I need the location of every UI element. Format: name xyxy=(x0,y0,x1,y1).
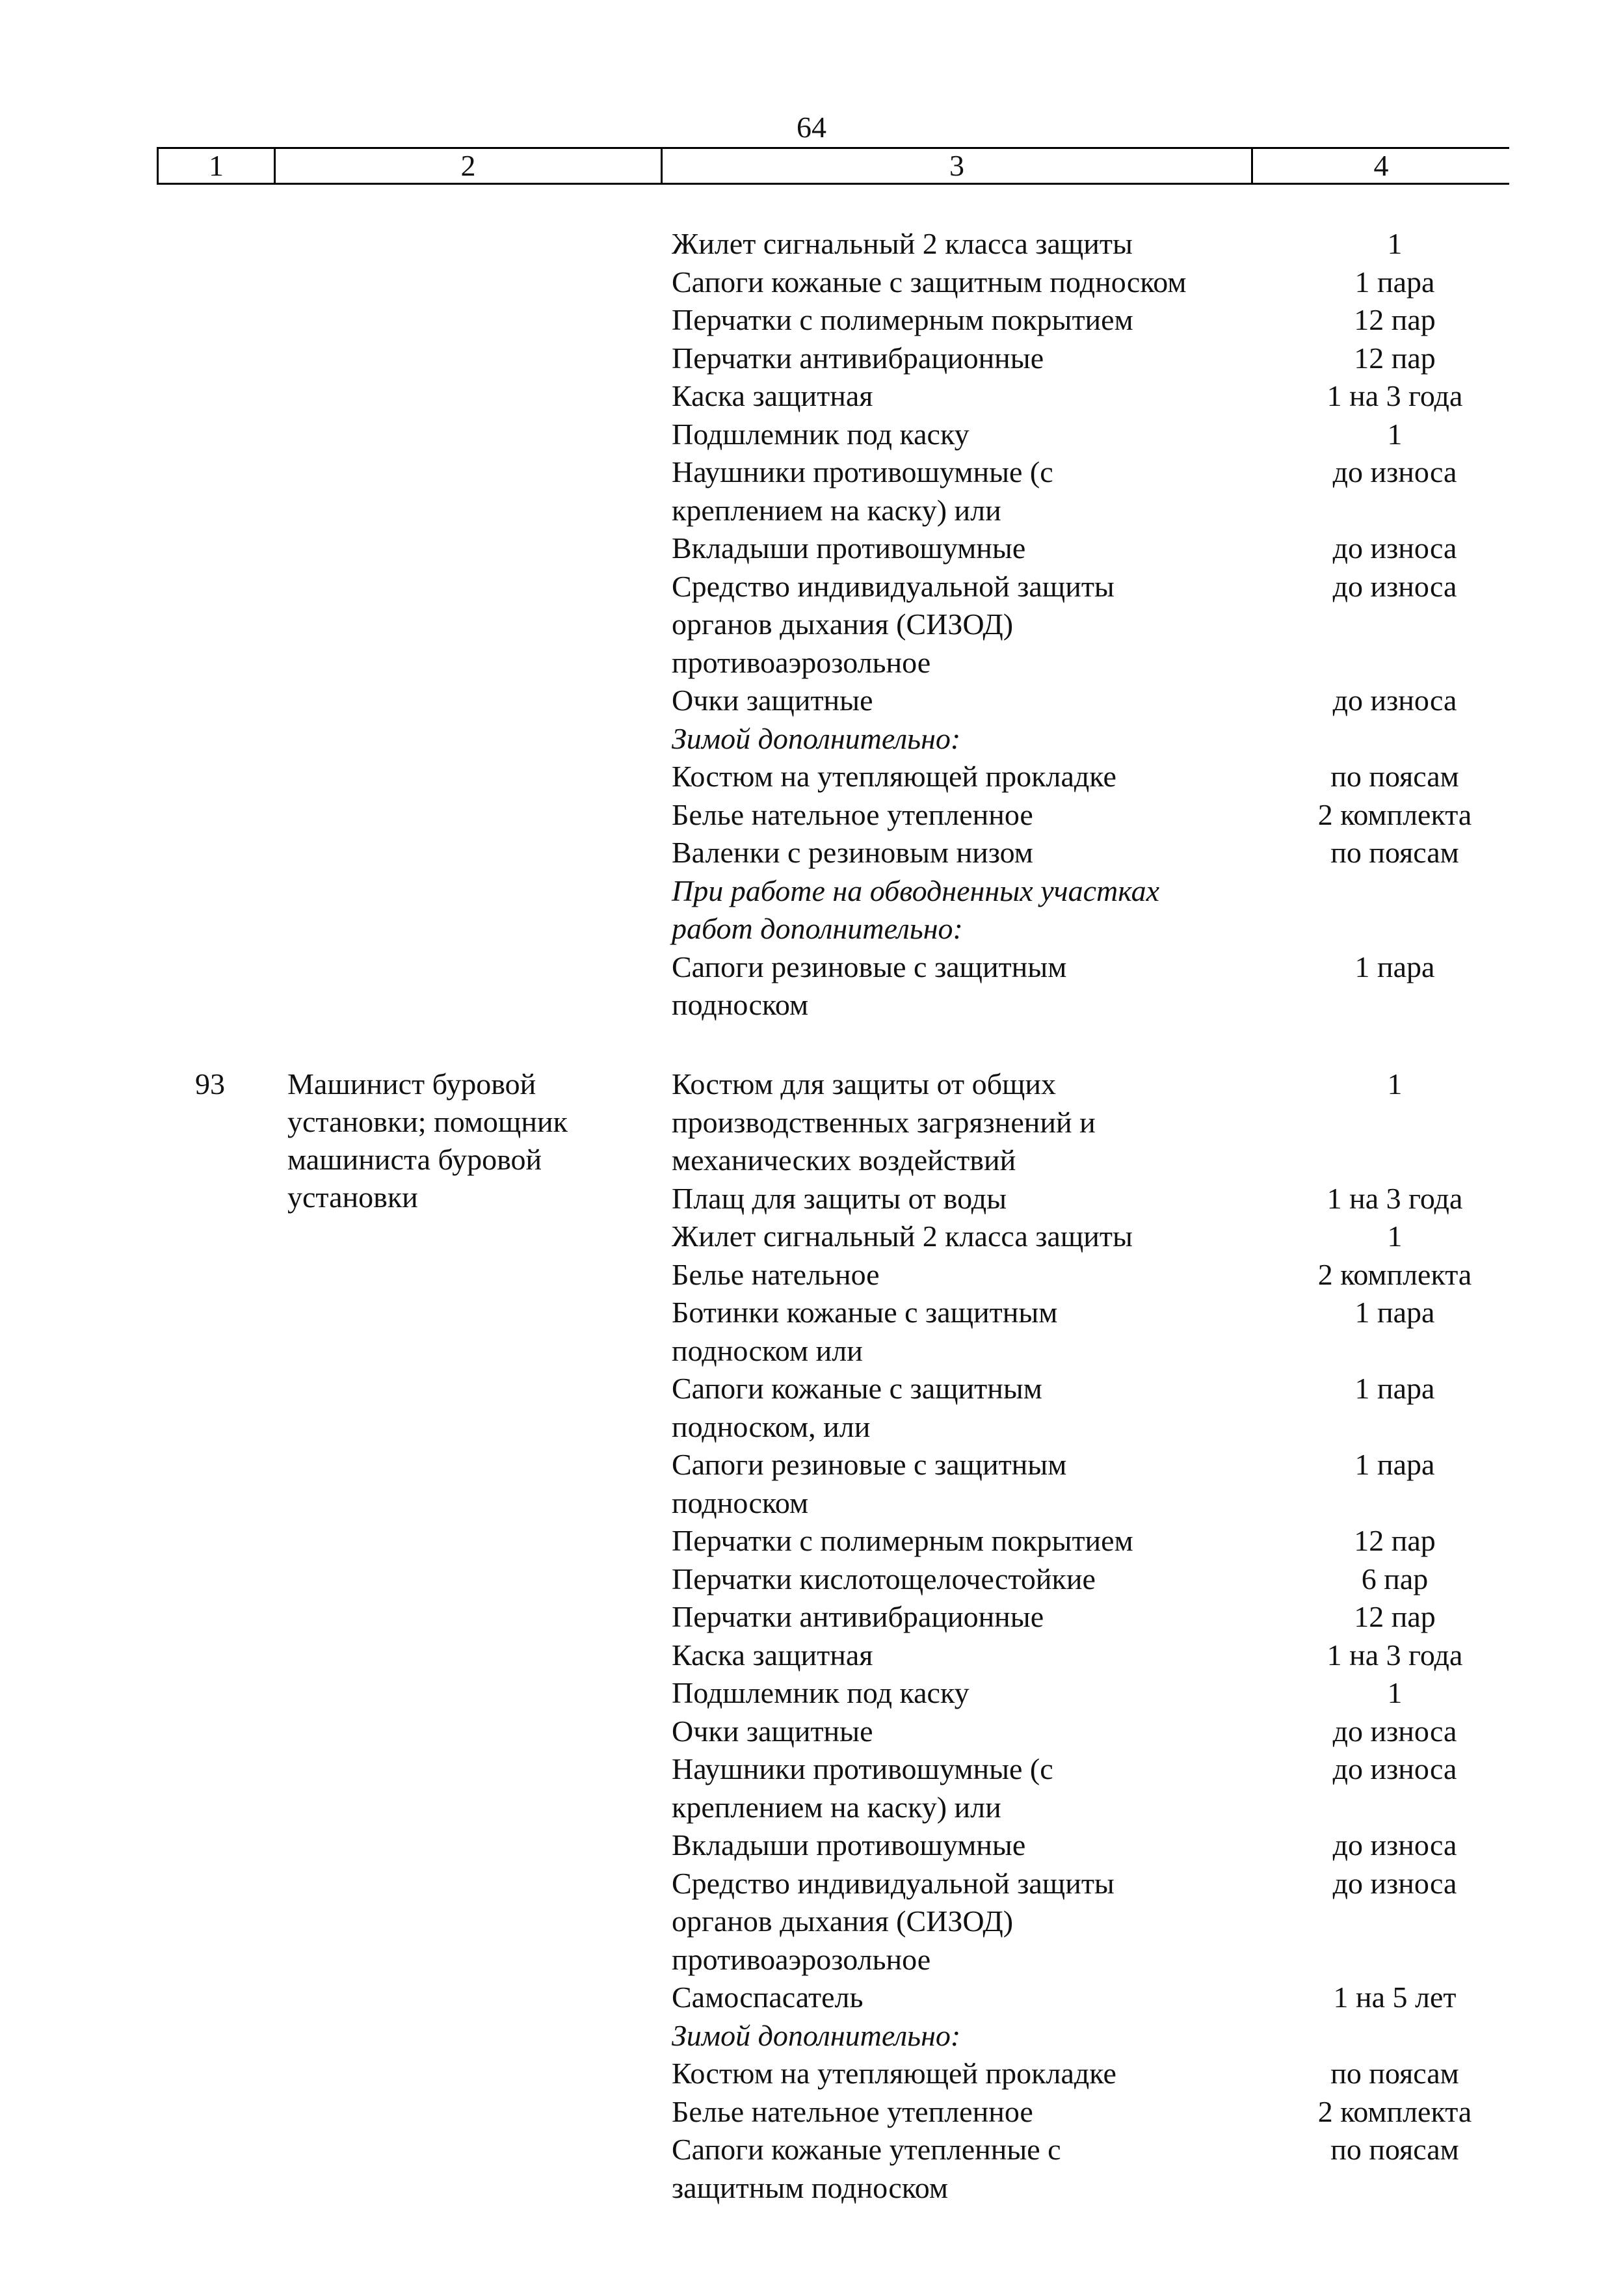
ppe-item-name-line: Сапоги кожаные с защитным xyxy=(672,1372,1042,1405)
ppe-item-name xyxy=(672,1294,1276,1370)
ppe-item-name xyxy=(672,1180,1276,1218)
ppe-item-name-line: противоаэрозольное xyxy=(672,645,931,679)
ppe-item-name xyxy=(672,1636,1276,1675)
ppe-item-name-line: креплением на каску) или xyxy=(672,493,1001,527)
ppe-item-name-line: органов дыхания (СИЗОД) xyxy=(672,607,1014,641)
ppe-item-name-line: подноском xyxy=(672,1486,809,1519)
ppe-item-name xyxy=(672,301,1276,340)
ppe-item-name-line: Сапоги кожаные утепленные с xyxy=(672,2133,1061,2166)
ppe-item-name-line: Белье нательное утепленное xyxy=(672,2094,1033,2128)
ppe-item-name-line: Средство индивидуальной защиты xyxy=(672,1866,1115,1900)
ppe-item-quantity: 1 xyxy=(1387,1067,1403,1101)
ppe-item-name-line: Наушники противошумные (с xyxy=(672,1752,1053,1785)
column-header-4: 4 xyxy=(1373,149,1389,182)
ppe-item-name xyxy=(672,1865,1276,1979)
ppe-item-name-line: Подшлемник под каску xyxy=(672,1676,970,1709)
ppe-item-name xyxy=(672,453,1276,529)
ppe-item-name-line: Перчатки антивибрационные xyxy=(672,341,1044,375)
section-note xyxy=(672,2017,1276,2055)
ppe-item-name xyxy=(672,1218,1276,1256)
ppe-item-name-line: Жилет сигнальный 2 класса защиты xyxy=(672,227,1133,260)
ppe-item-name-line: механических воздействий xyxy=(672,1143,1016,1177)
ppe-item-quantity: до износа xyxy=(1332,684,1457,717)
ppe-item-quantity: 12 пар xyxy=(1354,341,1436,375)
ppe-item-quantity: по поясам xyxy=(1330,760,1459,793)
ppe-item-quantity: 1 xyxy=(1387,417,1403,451)
ppe-item-name-line: Белье нательное утепленное xyxy=(672,797,1033,831)
ppe-item-name xyxy=(672,1370,1276,1446)
ppe-item-name xyxy=(672,682,1276,720)
ppe-item-quantity: до износа xyxy=(1332,1828,1457,1862)
ppe-item-name xyxy=(672,1560,1276,1599)
ppe-item-name xyxy=(672,796,1276,834)
ppe-item-name-line: противоаэрозольное xyxy=(672,1942,931,1976)
ppe-item-name-line: Белье нательное xyxy=(672,1257,880,1291)
ppe-item-name xyxy=(672,1522,1276,1560)
ppe-item-name-line: Плащ для защиты от воды xyxy=(672,1181,1007,1215)
ppe-item-quantity: 1 пара xyxy=(1354,950,1435,983)
ppe-item-name-line: Перчатки антивибрационные xyxy=(672,1600,1044,1633)
row-number: 93 xyxy=(195,1067,225,1101)
ppe-item-name xyxy=(672,1713,1276,1751)
ppe-item-name-line: Каска защитная xyxy=(672,379,873,412)
ppe-item-quantity: 1 на 3 года xyxy=(1326,1181,1463,1215)
ppe-item-quantity: 1 xyxy=(1387,1220,1403,1253)
ppe-item-name-line: Валенки с резиновым низом xyxy=(672,836,1033,869)
ppe-item-quantity: до износа xyxy=(1332,1714,1457,1748)
ppe-item-name-line: Перчатки кислотощелочестойкие xyxy=(672,1562,1096,1595)
ppe-item-quantity: 2 комплекта xyxy=(1317,797,1472,831)
ppe-item-quantity: до износа xyxy=(1332,569,1457,603)
ppe-item-quantity: 1 xyxy=(1387,227,1403,260)
profession-name xyxy=(287,1065,626,1216)
ppe-item-name-line: подноском, или xyxy=(672,1409,871,1443)
ppe-item-name xyxy=(672,1446,1276,1522)
ppe-item-quantity: 12 пар xyxy=(1354,1524,1436,1557)
ppe-item-name-line: Ботинки кожаные с защитным xyxy=(672,1296,1058,1329)
ppe-item-quantity: по поясам xyxy=(1330,836,1459,869)
ppe-item-name xyxy=(672,377,1276,416)
ppe-item-name-line: Жилет сигнальный 2 класса защиты xyxy=(672,1220,1133,1253)
ppe-item-quantity: 1 xyxy=(1387,1676,1403,1709)
ppe-item-name-line: Средство индивидуальной защиты xyxy=(672,569,1115,603)
ppe-item-name-line: Перчатки с полимерным покрытием xyxy=(672,1524,1133,1557)
ppe-item-name xyxy=(672,225,1276,263)
ppe-item-quantity: 1 пара xyxy=(1354,265,1435,299)
ppe-item-name-line: производственных загрязнений и xyxy=(672,1105,1096,1139)
ppe-item-name-line: органов дыхания (СИЗОД) xyxy=(672,1904,1014,1938)
ppe-item-name-line: Очки защитные xyxy=(672,684,873,717)
ppe-item-name-line: Вкладыши противошумные xyxy=(672,531,1026,565)
ppe-item-quantity: по поясам xyxy=(1330,2057,1459,2090)
ppe-item-name-line: Костюм для защиты от общих xyxy=(672,1067,1057,1101)
ppe-item-quantity: до износа xyxy=(1332,531,1457,565)
ppe-item-name-line: Костюм на утепляющей прокладке xyxy=(672,2057,1116,2090)
ppe-item-quantity: 1 на 3 года xyxy=(1326,1638,1463,1672)
column-header-3: 3 xyxy=(663,149,1253,183)
column-header-2: 2 xyxy=(276,149,663,183)
ppe-item-name xyxy=(672,416,1276,454)
ppe-item-name-line: Подшлемник под каску xyxy=(672,417,970,451)
profession-line: установки; помощник xyxy=(287,1105,568,1138)
ppe-item-name-line: Очки защитные xyxy=(672,1714,873,1748)
ppe-item-quantity: 1 на 3 года xyxy=(1326,379,1463,412)
profession-line: Машинист буровой xyxy=(287,1067,536,1101)
ppe-item-name xyxy=(672,834,1276,872)
ppe-item-name-line: работ дополнительно: xyxy=(672,912,963,945)
ppe-item-name xyxy=(672,340,1276,378)
ppe-item-quantity: 6 пар xyxy=(1361,1562,1429,1595)
ppe-item-name xyxy=(672,1979,1276,2017)
ppe-item-quantity: 2 комплекта xyxy=(1317,1257,1472,1291)
ppe-item-name xyxy=(672,948,1276,1024)
ppe-item-name xyxy=(672,1065,1276,1180)
ppe-item-name-line: подноском xyxy=(672,988,809,1021)
ppe-item-quantity: до износа xyxy=(1332,1866,1457,1900)
ppe-item-quantity: до износа xyxy=(1332,455,1457,488)
ppe-item-name xyxy=(672,2131,1276,2207)
page-number: 64 xyxy=(797,111,826,144)
ppe-item-name xyxy=(672,1750,1276,1826)
ppe-item-name-line: Зимой дополнительно: xyxy=(672,2018,961,2052)
ppe-item-quantity: 12 пар xyxy=(1354,303,1436,336)
ppe-item-name-line: креплением на каску) или xyxy=(672,1790,1001,1824)
ppe-item-name-line: Наушники противошумные (с xyxy=(672,455,1053,488)
profession-line: установки xyxy=(287,1181,418,1214)
section-note xyxy=(672,720,1276,758)
ppe-item-quantity: по поясам xyxy=(1330,2133,1459,2166)
ppe-item-name-line: подноском или xyxy=(672,1333,863,1367)
ppe-item-name-line: Зимой дополнительно: xyxy=(672,721,961,755)
ppe-item-name-line: Сапоги кожаные с защитным подноском xyxy=(672,265,1187,299)
ppe-item-quantity: до износа xyxy=(1332,1752,1457,1785)
ppe-item-name-line: защитным подноском xyxy=(672,2170,948,2204)
ppe-item-name-line: Вкладыши противошумные xyxy=(672,1828,1026,1862)
ppe-item-quantity: 1 на 5 лет xyxy=(1333,1981,1457,2014)
ppe-item-name-line: Самоспасатель xyxy=(672,1981,864,2014)
ppe-item-name-line: Сапоги резиновые с защитным xyxy=(672,1448,1067,1481)
column-header-1: 1 xyxy=(159,149,276,183)
ppe-item-name-line: Костюм на утепляющей прокладке xyxy=(672,760,1116,793)
ppe-item-quantity: 2 комплекта xyxy=(1317,2094,1472,2128)
ppe-item-name xyxy=(672,568,1276,682)
ppe-item-name xyxy=(672,1598,1276,1636)
ppe-item-name xyxy=(672,1674,1276,1713)
ppe-item-name xyxy=(672,1826,1276,1865)
ppe-item-quantity: 1 пара xyxy=(1354,1372,1435,1405)
ppe-item-quantity: 1 пара xyxy=(1354,1448,1435,1481)
ppe-item-name-line: При работе на обводненных участках xyxy=(672,874,1159,907)
ppe-item-name xyxy=(672,2055,1276,2093)
section-note xyxy=(672,872,1276,948)
ppe-item-quantity: 1 пара xyxy=(1354,1296,1435,1329)
ppe-item-name xyxy=(672,529,1276,568)
ppe-item-name-line: Каска защитная xyxy=(672,1638,873,1672)
ppe-item-name xyxy=(672,1256,1276,1294)
ppe-item-quantity: 12 пар xyxy=(1354,1600,1436,1633)
ppe-item-name xyxy=(672,263,1276,302)
ppe-item-name xyxy=(672,2093,1276,2131)
profession-line: машиниста буровой xyxy=(287,1143,542,1176)
ppe-item-name xyxy=(672,758,1276,796)
ppe-item-name-line: Перчатки с полимерным покрытием xyxy=(672,303,1133,336)
ppe-item-name-line: Сапоги резиновые с защитным xyxy=(672,950,1067,983)
table-header xyxy=(157,147,1509,185)
